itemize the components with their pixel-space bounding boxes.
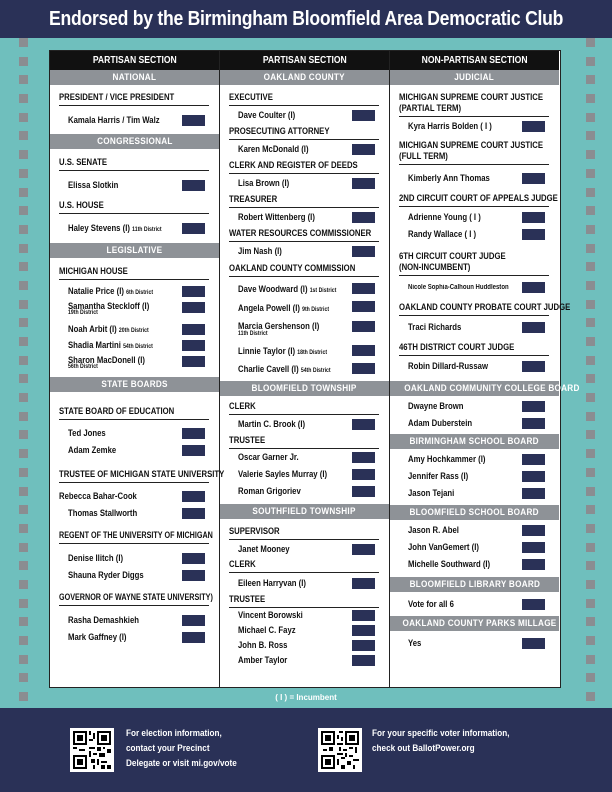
candidate-row: Michelle Southward (I) (390, 556, 559, 573)
vote-box[interactable] (522, 212, 545, 223)
edge-square (19, 356, 28, 365)
office-title: 2ND CIRCUIT COURT OF APPEALS JUDGE (399, 193, 558, 203)
candidate-row: Jim Nash (I) (220, 243, 389, 260)
edge-square (586, 206, 595, 215)
edge-square (586, 468, 595, 477)
partisan-county-column (220, 51, 390, 687)
office-title: 46TH DISTRICT COURT JUDGE (399, 342, 515, 352)
edge-square (19, 150, 28, 159)
edge-square (586, 337, 595, 346)
candidate-row: Vincent Borowski (220, 608, 389, 623)
candidate-row: Robert Wittenberg (I) (220, 209, 389, 226)
office-title: REGENT OF THE UNIVERSITY OF MICHIGAN (59, 530, 213, 540)
qr-code-icon[interactable] (318, 728, 362, 772)
left-edge-decoration (13, 38, 33, 710)
section-southfield-township: SOUTHFIELD TOWNSHIP (220, 504, 389, 519)
edge-square (19, 617, 28, 626)
edge-square (586, 505, 595, 514)
edge-square (586, 38, 595, 47)
section-library-board: BLOOMFIELD LIBRARY BOARD (390, 577, 559, 592)
edge-square (19, 57, 28, 66)
vote-box[interactable] (182, 286, 205, 297)
vote-box[interactable] (182, 632, 205, 643)
section-birmingham-school-board: BIRMINGHAM SCHOOL BOARD (390, 434, 559, 449)
partisan-national-column (50, 51, 225, 687)
vote-box[interactable] (522, 322, 545, 333)
candidate-row: Amber Taylor (220, 653, 389, 668)
ballot-panel (49, 50, 580, 688)
office-title: TRUSTEE (229, 594, 266, 604)
edge-square (19, 38, 28, 47)
office-title: MICHIGAN SUPREME COURT JUSTICE (PARTIAL TERM) (399, 92, 544, 113)
vote-box[interactable] (522, 229, 545, 240)
edge-square (586, 318, 595, 327)
column-header: PARTISAN SECTION (50, 51, 219, 70)
candidate-row: Marcia Gershenson (I) 11th District (220, 318, 389, 342)
office-title: PRESIDENT / VICE PRESIDENT (59, 92, 175, 102)
candidate-row: Randy Wallace ( I ) (390, 226, 559, 243)
vote-box[interactable] (352, 144, 375, 155)
candidate-row: Michael C. Fayz (220, 623, 389, 638)
edge-square (586, 188, 595, 197)
office-title: 6TH CIRCUIT COURT JUDGE (NON-INCUMBENT) (399, 251, 506, 272)
candidate-row: Rebecca Bahar-Cook (50, 488, 219, 505)
vote-box[interactable] (182, 223, 205, 234)
vote-box[interactable] (352, 469, 375, 480)
section-judicial: JUDICIAL (390, 70, 559, 85)
office-title: PROSECUTING ATTORNEY (229, 126, 330, 136)
edge-square (19, 636, 28, 645)
edge-square (586, 561, 595, 570)
candidate-row: Denise Ilitch (I) (50, 550, 219, 567)
vote-box[interactable] (182, 115, 205, 126)
section-community-college: OAKLAND COMMUNITY COLLEGE BOARD (390, 381, 559, 396)
candidate-row: Elissa Slotkin (50, 177, 219, 194)
office-title: U.S. SENATE (59, 157, 108, 167)
vote-box[interactable] (522, 599, 545, 610)
vote-box[interactable] (522, 121, 545, 132)
edge-square (19, 673, 28, 682)
vote-box[interactable] (182, 324, 205, 335)
section-legislative: LEGISLATIVE (50, 243, 219, 258)
candidate-row: Martin C. Brook (I) (220, 416, 389, 433)
edge-square (19, 75, 28, 84)
vote-box[interactable] (352, 655, 375, 666)
vote-box[interactable] (352, 625, 375, 636)
candidate-row: Robin Dillard-Russaw (390, 358, 559, 375)
edge-square (586, 300, 595, 309)
candidate-row: Traci Richards (390, 319, 559, 336)
edge-square (586, 244, 595, 253)
vote-box[interactable] (522, 542, 545, 553)
edge-square (586, 524, 595, 533)
candidate-row: Dwayne Brown (390, 398, 559, 415)
edge-square (586, 225, 595, 234)
edge-square (19, 113, 28, 122)
footer (0, 708, 612, 792)
edge-square (19, 449, 28, 458)
edge-square (586, 599, 595, 608)
non-partisan-column (390, 51, 580, 687)
right-edge-decoration (580, 38, 600, 710)
candidate-row: Dave Coulter (I) (220, 107, 389, 124)
edge-square (19, 281, 28, 290)
page-title: Endorsed by the Birmingham Bloomfield Area Democratic Club (0, 0, 612, 38)
section-national: NATIONAL (50, 70, 219, 85)
office-title: CLERK (229, 401, 256, 411)
section-bloomfield-township: BLOOMFIELD TOWNSHIP (220, 381, 389, 396)
candidate-row: Valerie Sayles Murray (I) (220, 466, 389, 483)
edge-square (19, 561, 28, 570)
edge-square (586, 75, 595, 84)
candidate-row: Haley Stevens (I) 11th District (50, 220, 219, 237)
vote-box[interactable] (182, 508, 205, 519)
column-header: PARTISAN SECTION (220, 51, 389, 70)
vote-box[interactable] (352, 301, 375, 312)
edge-square (586, 374, 595, 383)
edge-square (586, 281, 595, 290)
candidate-row: Linnie Taylor (I) 18th District (220, 342, 389, 360)
vote-box[interactable] (182, 356, 205, 367)
vote-box[interactable] (522, 559, 545, 570)
edge-square (19, 244, 28, 253)
vote-box[interactable] (352, 246, 375, 257)
candidate-row: Kimberly Ann Thomas (390, 170, 559, 187)
edge-square (19, 543, 28, 552)
edge-square (586, 617, 595, 626)
edge-square (19, 655, 28, 664)
candidate-row: Sharon MacDonell (I) 56th District (50, 353, 219, 375)
office-title: GOVERNOR OF WAYNE STATE UNIVERSITY) (59, 592, 213, 602)
vote-box[interactable] (352, 419, 375, 430)
candidate-row: Karen McDonald (I) (220, 141, 389, 158)
candidate-row: Shadia Martini 54th District (50, 337, 219, 353)
office-title: U.S. HOUSE (59, 200, 104, 210)
edge-square (586, 356, 595, 365)
candidate-row: Lisa Brown (I) (220, 175, 389, 192)
candidate-row: Adrienne Young ( I ) (390, 209, 559, 226)
candidate-row: Kyra Harris Bolden ( I ) (390, 118, 559, 135)
edge-square (19, 580, 28, 589)
office-title: TRUSTEE (229, 435, 266, 445)
candidate-row: Adam Duberstein (390, 415, 559, 432)
candidate-row: Natalie Price (I) 6th District (50, 283, 219, 299)
vote-box[interactable] (522, 525, 545, 536)
office-title: MICHIGAN HOUSE (59, 266, 128, 276)
edge-square (586, 449, 595, 458)
candidate-row: Samantha Steckloff (I) 19th District (50, 299, 219, 321)
vote-box[interactable] (522, 418, 545, 429)
vote-box[interactable] (352, 321, 375, 332)
candidate-row: Oscar Garner Jr. (220, 449, 389, 466)
edge-square (586, 673, 595, 682)
edge-square (19, 393, 28, 402)
candidate-row: Adam Zemke (50, 442, 219, 459)
candidate-row: Noah Arbit (I) 20th District (50, 321, 219, 337)
edge-square (19, 188, 28, 197)
candidate-row: Roman Grigoriev (220, 483, 389, 500)
vote-box[interactable] (182, 615, 205, 626)
edge-square (19, 505, 28, 514)
vote-box[interactable] (522, 282, 545, 293)
candidate-row: Yes (390, 635, 559, 652)
edge-square (586, 131, 595, 140)
vote-box[interactable] (352, 486, 375, 497)
office-title: OAKLAND COUNTY PROBATE COURT JUDGE (399, 302, 571, 312)
edge-square (19, 225, 28, 234)
vote-box[interactable] (182, 340, 205, 351)
section-bloomfield-school-board: BLOOMFIELD SCHOOL BOARD (390, 505, 559, 520)
section-state-boards: STATE BOARDS (50, 377, 219, 392)
vote-box[interactable] (522, 471, 545, 482)
candidate-row: John B. Ross (220, 638, 389, 653)
vote-box[interactable] (522, 638, 545, 649)
vote-box[interactable] (522, 454, 545, 465)
vote-box[interactable] (352, 345, 375, 356)
edge-square (586, 393, 595, 402)
edge-square (19, 169, 28, 178)
incumbent-legend: ( I ) = Incumbent (275, 693, 337, 702)
edge-square (19, 487, 28, 496)
edge-square (586, 487, 595, 496)
vote-box[interactable] (352, 544, 375, 555)
edge-square (19, 337, 28, 346)
office-title: EXECUTIVE (229, 92, 273, 102)
vote-box[interactable] (352, 178, 375, 189)
election-info-text: For election information, contact your Precinct Delegate or visit mi.gov/vote (126, 728, 237, 769)
candidate-row: John VanGemert (I) (390, 539, 559, 556)
vote-box[interactable] (522, 401, 545, 412)
vote-box[interactable] (352, 640, 375, 651)
vote-box[interactable] (182, 180, 205, 191)
candidate-row: Angela Powell (I) 9th District (220, 298, 389, 318)
edge-square (19, 262, 28, 271)
vote-box[interactable] (352, 212, 375, 223)
candidate-row: Jason R. Abel (390, 522, 559, 539)
edge-square (586, 262, 595, 271)
edge-square (586, 94, 595, 103)
voter-info-text: For your specific voter information, check out BallotPower.org (372, 728, 510, 754)
vote-box[interactable] (352, 610, 375, 621)
edge-square (586, 412, 595, 421)
edge-square (19, 468, 28, 477)
office-title: OAKLAND COUNTY COMMISSION (229, 263, 356, 273)
section-oakland-county: OAKLAND COUNTY (220, 70, 389, 85)
edge-square (19, 412, 28, 421)
edge-square (19, 131, 28, 140)
vote-box[interactable] (352, 363, 375, 374)
candidate-row: Amy Hochkammer (I) (390, 451, 559, 468)
edge-square (19, 430, 28, 439)
column-header: NON-PARTISAN SECTION (390, 51, 559, 70)
vote-box[interactable] (522, 488, 545, 499)
edge-square (586, 169, 595, 178)
office-title: WATER RESOURCES COMMISSIONER (229, 228, 372, 238)
candidate-row: Thomas Stallworth (50, 505, 219, 522)
edge-square (586, 430, 595, 439)
edge-square (586, 580, 595, 589)
edge-square (19, 318, 28, 327)
candidate-row: Eileen Harryvan (I) (220, 575, 389, 592)
candidate-row: Jennifer Rass (I) (390, 468, 559, 485)
office-title: TREASURER (229, 194, 278, 204)
section-congressional: CONGRESSIONAL (50, 134, 219, 149)
office-title: SUPERVISOR (229, 526, 280, 536)
edge-square (586, 113, 595, 122)
candidate-row: Rasha Demashkieh (50, 612, 219, 629)
candidate-row: Kamala Harris / Tim Walz (50, 112, 219, 129)
edge-square (586, 655, 595, 664)
office-title: TRUSTEE OF MICHIGAN STATE UNIVERSITY (59, 469, 225, 479)
vote-box[interactable] (352, 283, 375, 294)
qr-code-icon[interactable] (70, 728, 114, 772)
edge-square (586, 636, 595, 645)
edge-square (19, 374, 28, 383)
candidate-row: Charlie Cavell (I) 54th District (220, 360, 389, 378)
vote-box[interactable] (182, 302, 205, 313)
candidate-row: Mark Gaffney (I) (50, 629, 219, 646)
vote-box[interactable] (182, 428, 205, 439)
edge-square (19, 206, 28, 215)
vote-box[interactable] (522, 361, 545, 372)
section-parks-millage: OAKLAND COUNTY PARKS MILLAGE (390, 616, 559, 631)
candidate-row: Nicole Sophia-Calhoun Huddleston (390, 279, 559, 296)
office-title: MICHIGAN SUPREME COURT JUSTICE (FULL TERM) (399, 140, 544, 161)
candidate-row: Shauna Ryder Diggs (50, 567, 219, 584)
edge-square (19, 599, 28, 608)
edge-square (19, 94, 28, 103)
edge-square (586, 150, 595, 159)
edge-square (586, 543, 595, 552)
vote-box[interactable] (352, 110, 375, 121)
office-title: CLERK AND REGISTER OF DEEDS (229, 160, 358, 170)
candidate-row: Jason Tejani (390, 485, 559, 502)
candidate-row: Ted Jones (50, 425, 219, 442)
edge-square (19, 524, 28, 533)
candidate-row: Janet Mooney (220, 541, 389, 558)
vote-box[interactable] (182, 570, 205, 581)
vote-box[interactable] (182, 553, 205, 564)
vote-box[interactable] (182, 445, 205, 456)
edge-square (19, 300, 28, 309)
office-title: CLERK (229, 559, 256, 569)
vote-box[interactable] (182, 491, 205, 502)
office-title: STATE BOARD OF EDUCATION (59, 406, 175, 416)
candidate-row: Dave Woodward (I) 1st District (220, 280, 389, 298)
vote-box[interactable] (352, 578, 375, 589)
vote-box[interactable] (522, 173, 545, 184)
vote-box[interactable] (352, 452, 375, 463)
candidate-row: Vote for all 6 (390, 596, 559, 613)
edge-square (586, 57, 595, 66)
